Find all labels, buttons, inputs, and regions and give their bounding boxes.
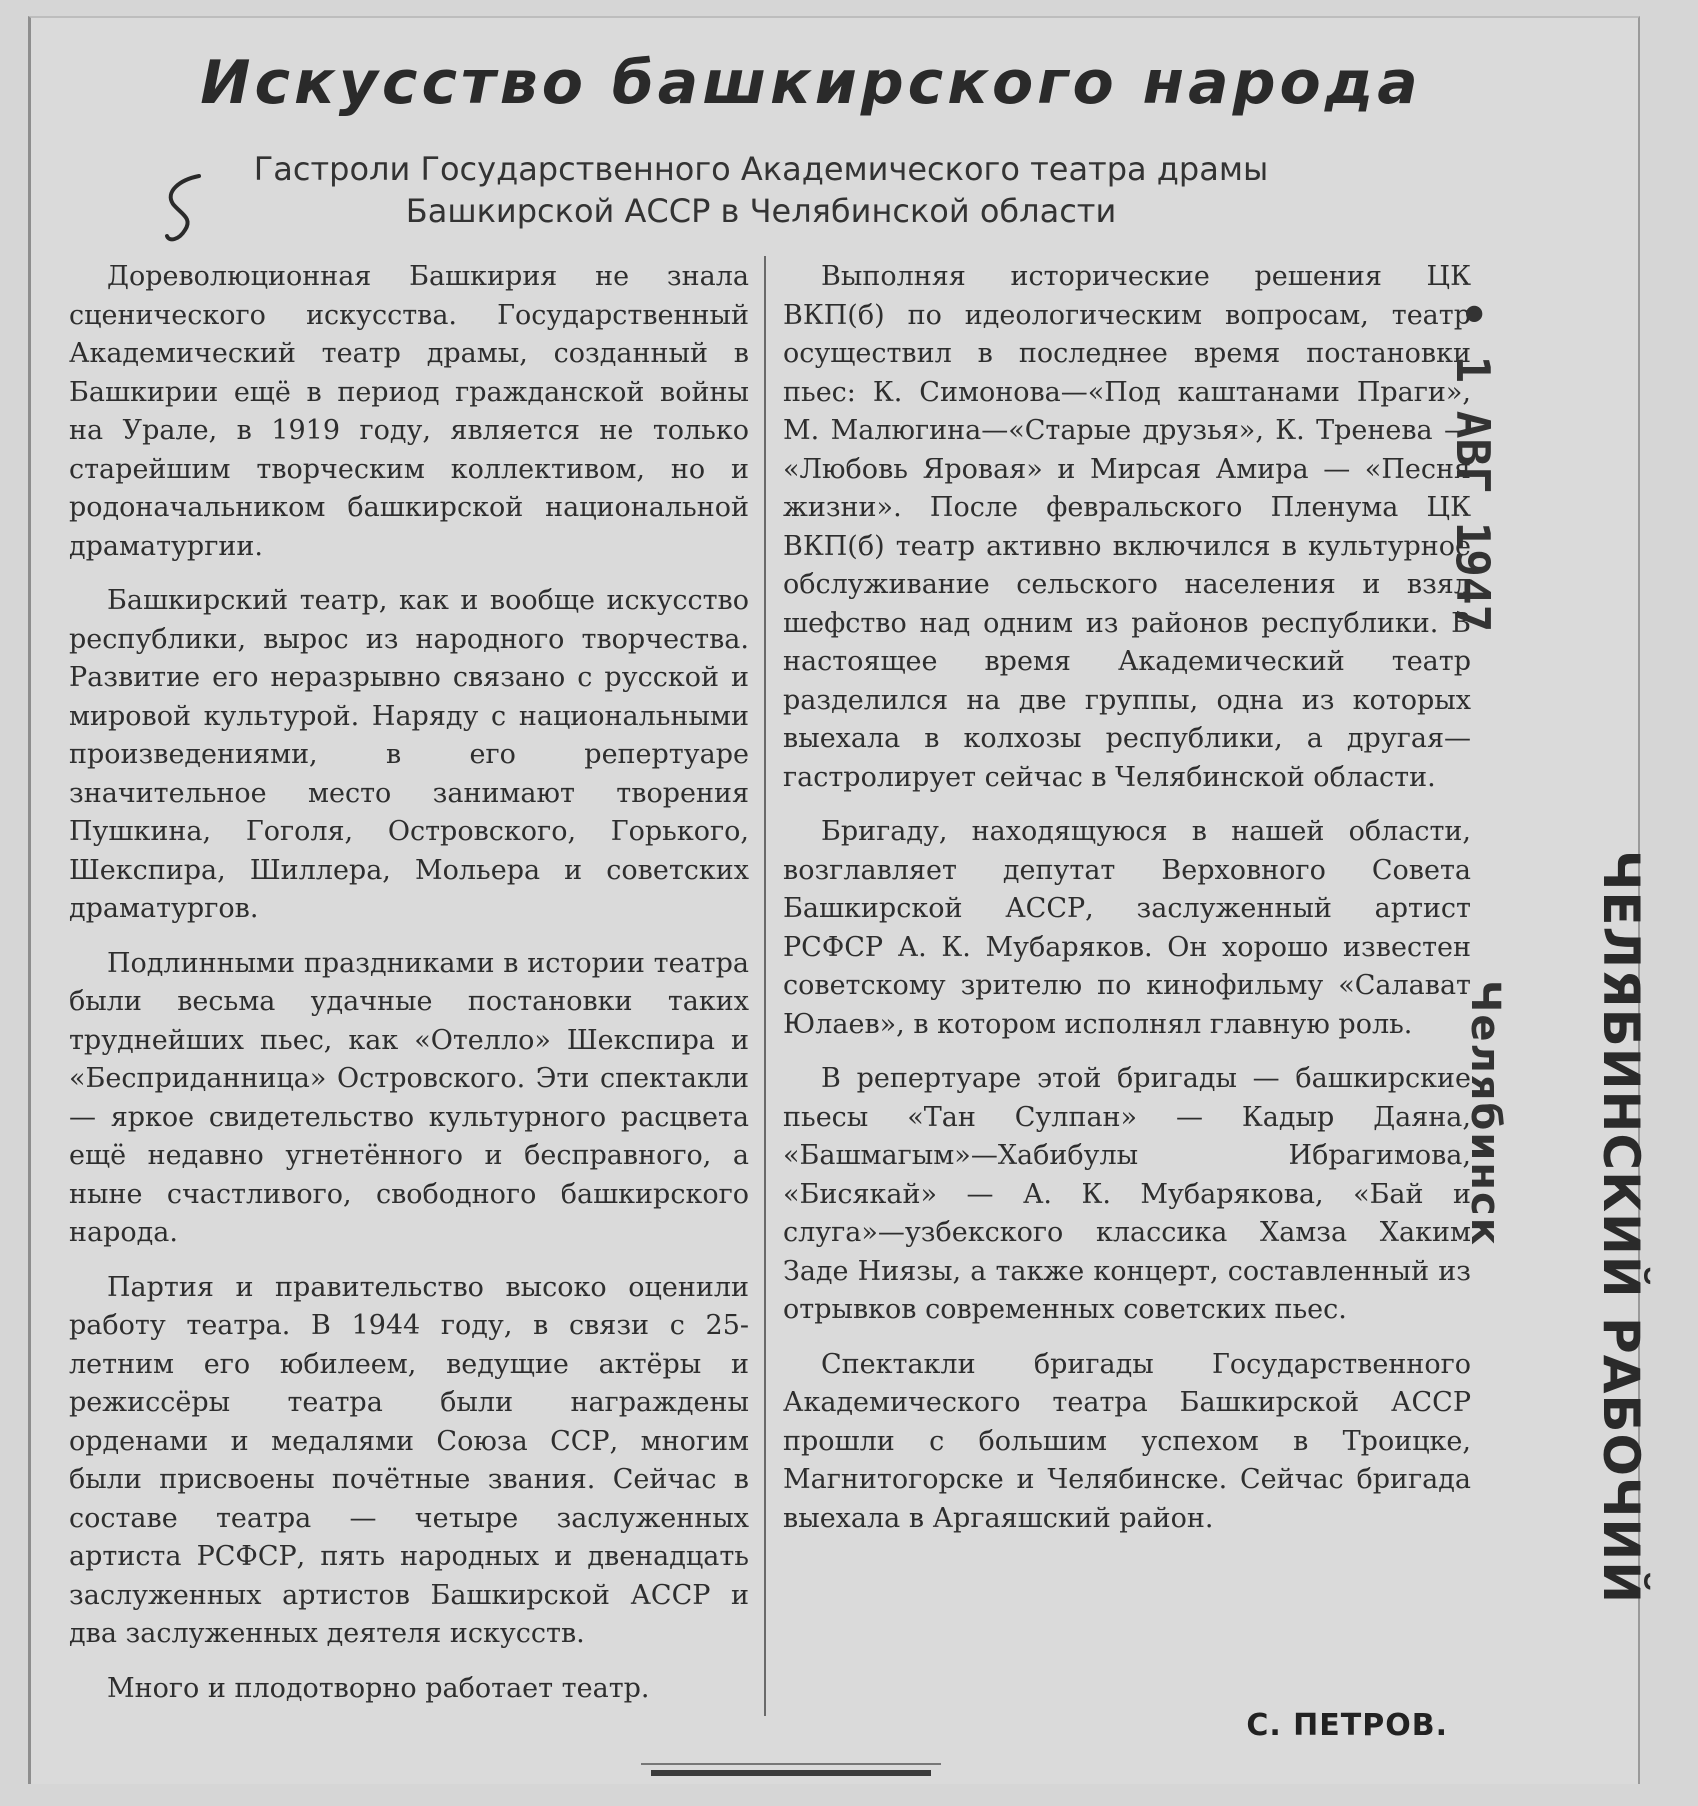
paragraph: Спектакли бригады Государственного Академического театра Башкирской АССР прошли с большим успехом в Троицке, Магнитогорске и Челябинске. Сейчас бригада выехала в Аргаяшский район. <box>783 1348 1471 1534</box>
newspaper-clipping <box>28 16 1640 1784</box>
paragraph: Дореволюционная Башкирия не знала сценического искусства. Государственный Академический театр драмы, созданный в Башкирии ещё в период гражданской войны на Урале, в 1919 году, является не только старейшим творческим коллективом, но и родоначальником башкирской национальной драматургии. <box>69 261 749 562</box>
left-column <box>69 258 749 1724</box>
paragraph: Башкирский театр, как и вообще искусство республики, вырос из народного творчества. Развитие его неразрывно связано с русской и мировой культурой. Наряду с национальными произведениями, в его репертуаре значительное место занимают творения Пушкина, Гоголя, Островского, Горького, Шекспира, Шиллера, Мольера и советских драматургов. <box>69 585 749 924</box>
column-divider <box>764 256 766 1716</box>
city-stamp: Челябинск <box>1462 980 1508 1247</box>
footer-rule <box>651 1770 931 1776</box>
footer-rule-thin <box>641 1763 941 1765</box>
author-signature: С. ПЕТРОВ. <box>1246 1708 1448 1743</box>
subhead-line-2: Башкирской АССР в Челябинской области <box>405 192 1117 230</box>
paragraph: Много и плодотворно работает театр. <box>107 1672 650 1704</box>
paragraph: В репертуаре этой бригады — башкирские пьесы «Тан Сулпан» — Кадыр Даяна, «Башмагым»—Хабибулы Ибрагимова, «Бисякай» — А. К. Мубарякова, «Бай и слуга»—узбекского классика Хамза Хаким Заде Ниязы, а также концерт, составленный из отрывков современных советских пьес. <box>783 1063 1471 1325</box>
right-column <box>783 258 1471 1554</box>
paragraph: Выполняя исторические решения ЦК ВКП(б) по идеологическим вопросам, театр осуществил в последнее время постановки пьес: К. Симонова—«Под каштанами Праги», М. Малюгина—«Старые друзья», К. Тренева — «Любовь Яровая» и Мирсая Амира — «Песня жизни». После февральского Пленума ЦК ВКП(б) театр активно включился в культурное обслуживание сельского населения и взял шефство над одним из районов республики. В настоящее время Академический театр разделился на две группы, одна из которых выехала в колхозы республики, а другая—гастролирует сейчас в Челябинской области. <box>783 261 1471 793</box>
newspaper-name-stamp: ЧЕЛЯБИНСКИЙ РАБОЧИЙ <box>1592 850 1650 1605</box>
subhead-line-1: Гастроли Государственного Академического театра драмы <box>253 150 1269 188</box>
date-stamp: • 1 АВГ 1947 <box>1446 300 1500 633</box>
paragraph: Бригаду, находящуюся в нашей области, возглавляет депутат Верховного Совета Башкирской АССР, заслуженный артист РСФСР А. К. Мубаряков. Он хорошо известен советскому зрителю по кинофильму «Салават Юлаев», в котором исполнял главную роль. <box>783 816 1471 1040</box>
paragraph: Подлинными праздниками в истории театра были весьма удачные постановки таких труднейших пьес, как «Отелло» Шекспира и «Бесприданница» Островского. Эти спектакли — яркое свидетельство культурного расцвета ещё недавно угнетённого и бесправного, а ныне счастливого, свободного башкирского народа. <box>69 947 749 1248</box>
paragraph: Партия и правительство высоко оценили работу театра. В 1944 году, в связи с 25-летним его юбилеем, ведущие актёры и режиссёры театра были награждены орденами и медалями Союза ССР, многим были присвоены почётные звания. Сейчас в составе театра — четыре заслуженных артиста РСФСР, пять народных и двенадцать заслуженных артистов Башкирской АССР и два заслуженных деятеля искусств. <box>69 1271 749 1649</box>
article-headline: Искусство башкирского народа <box>200 48 1422 118</box>
article-subhead <box>171 148 1351 232</box>
